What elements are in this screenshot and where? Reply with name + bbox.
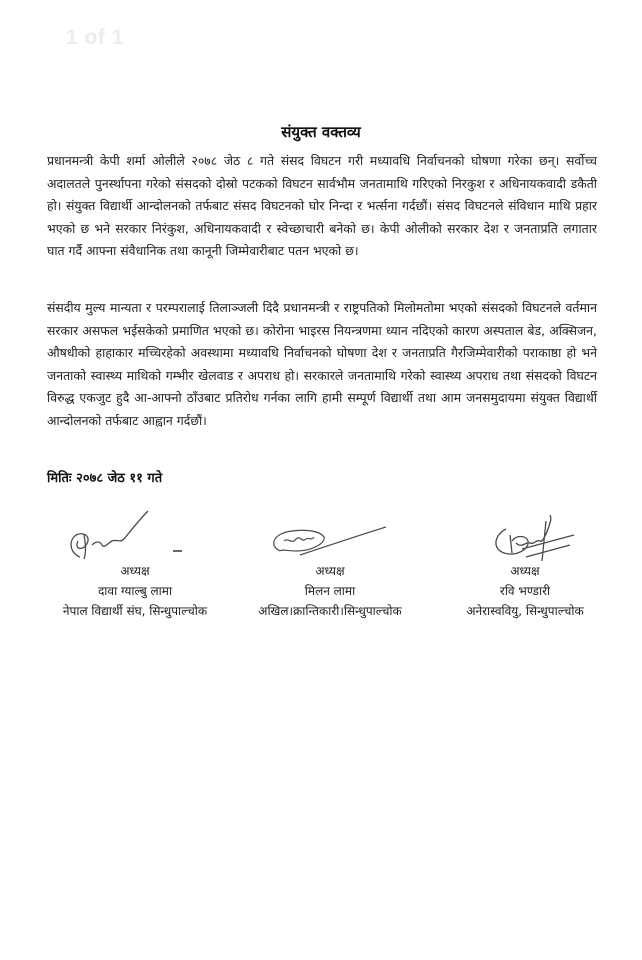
signatory-organization: नेपाल विद्यार्थी संघ, सिन्धुपाल्चोक xyxy=(62,604,208,618)
document-title: संयुक्त वक्तव्य xyxy=(281,123,361,141)
handwritten-signature-icon xyxy=(40,505,230,561)
signature-block-aneraswaviyu xyxy=(430,505,620,621)
signature-block-nepal-vidyarthi-sangh xyxy=(40,505,230,621)
date-line: मितिः २०७८ जेठ ११ गते xyxy=(47,471,163,486)
signatory-organization: अखिल।क्रान्तिकारी।सिन्धुपाल्चोक xyxy=(258,604,402,618)
signature-block-akhil-krantikari xyxy=(240,505,420,621)
signatory-name: मिलन लामा xyxy=(304,584,356,598)
signatory-role: अध्यक्ष xyxy=(510,564,540,578)
statement-paragraph-2: संसदीय मुल्य मान्यता र परम्परालाई तिलाञ्जली दिदै प्रधानमन्त्री र राष्ट्रपतिको मिलोमतोमा भएको संसदको विघटनले वर्तमान सरकार असफल भईसकेको प्रमाणित भएको छ। कोरोना भाइरस नियन्त्रणमा ध्यान नदिएको कारण अस्पताल बेड, अक्सिजन, औषधीको हाहाकार मच्चिरहेको अवस्थामा मध्यावधि निर्वाचनको घोषणा देश र जनताप्रति गैरजिम्मेवारीको पराकाष्ठा हो भने जनताको स्वास्थ्य माथिको गम्भीर खेलवाड र अपराध हो। सरकारले जनतामाथि गरेको स्वास्थ्य अपराध तथा संसदको विघटन विरुद्ध एकजुट हुदै आ-आफ्नो ठाँउबाट प्रतिरोध गर्नका लागि हामी सम्पूर्ण विद्यार्थी तथा आम जनसमुदायमा संयुक्त विद्यार्थी आन्दोलनको तर्फबाट आह्वान गर्दछौं। xyxy=(47,300,597,428)
signatory-role: अध्यक्ष xyxy=(315,564,345,578)
signatory-name: दावा ग्याल्बु लामा xyxy=(97,584,173,598)
signatory-name: रवि भण्डारी xyxy=(499,584,551,598)
handwritten-signature-icon xyxy=(430,505,620,561)
handwritten-signature-icon xyxy=(240,505,420,561)
signatory-role: अध्यक्ष xyxy=(120,564,150,578)
signatory-organization: अनेरास्ववियु, सिन्धुपाल्चोक xyxy=(466,604,584,618)
statement-paragraph-1: प्रधानमन्त्री केपी शर्मा ओलीले २०७८ जेठ ८ गते संसद विघटन गरी मध्यावधि निर्वाचनको घोषणा गरेका छन्। सर्वोच्च अदालतले पुनर्स्थापना गरेको संसदको दोस्रो पटकको विघटन सार्वभौम जनतामाथि गरिएको निरकुश र अधिनायकवादी डकैती हो। संयुक्त विद्यार्थी आन्दोलनको तर्फबाट संसद विघटनको घोर निन्दा र भर्त्सना गर्दछौं। संसद विघटनले संविधान माथि प्रहार भएको छ भने सरकार निरंकुश, अधिनायकवादी र स्वेच्छाचारी बनेको छ। केपी ओलीको सरकार देश र जनताप्रति लगातार घात गर्दै आफ्ना संवैधानिक तथा कानूनी जिम्मेवारीबाट पतन भएको छ। xyxy=(47,153,597,259)
page-counter: 1 of 1 xyxy=(66,26,124,49)
